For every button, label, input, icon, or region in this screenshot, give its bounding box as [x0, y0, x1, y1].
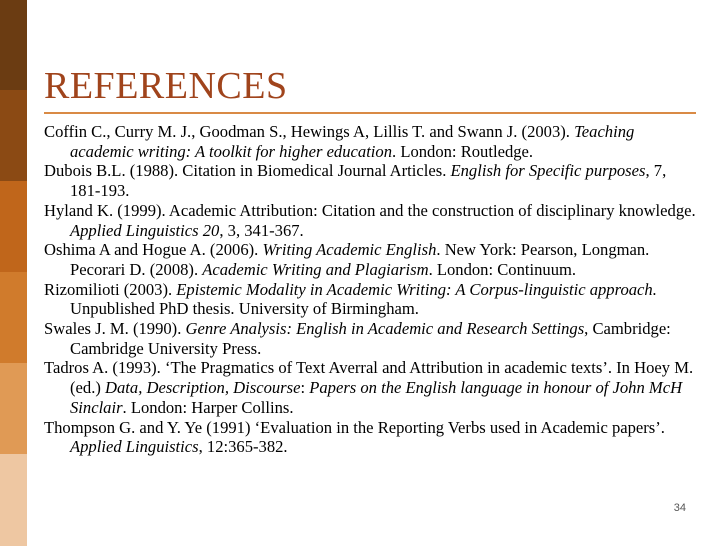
- reference-item: Thompson G. and Y. Ye (1991) ‘Evaluation in the Reporting Verbs used in Academic papers’. Applied Linguistics, 12:365-382.: [44, 417, 665, 457]
- title-divider: [44, 112, 696, 114]
- slide-title: REFERENCES: [44, 65, 288, 107]
- sidebar-band-4: [0, 272, 27, 363]
- reference-item: Rizomilioti (2003). Epistemic Modality in Academic Writing: A Corpus-linguistic approach. Unpublished PhD thesis. University of Birmingham.: [44, 279, 657, 319]
- sidebar-band-3: [0, 181, 27, 272]
- sidebar-band-1: [0, 0, 27, 90]
- reference-item: Coffin C., Curry M. J., Goodman S., Hewings A, Lillis T. and Swann J. (2003). Teaching academic writing: A toolkit for higher education. London: Routledge.: [44, 122, 635, 161]
- reference-item: Hyland K. (1999). Academic Attribution: Citation and the construction of disciplinary knowledge. Applied Linguistics 20, 3, 341-367.: [44, 200, 696, 240]
- sidebar-band-6: [0, 454, 27, 546]
- reference-item: Oshima A and Hogue A. (2006). Writing Academic English. New York: Pearson, Longman.: [44, 240, 650, 260]
- page-number: 34: [673, 502, 686, 514]
- reference-list: [44, 122, 696, 457]
- sidebar-band-5: [0, 363, 27, 454]
- reference-item: Pecorari D. (2008). Academic Writing and Plagiarism. London: Continuum.: [70, 259, 577, 279]
- reference-item: Swales J. M. (1990). Genre Analysis: English in Academic and Research Settings, Cambridge: Cambridge University Press.: [44, 319, 671, 358]
- reference-item: Dubois B.L. (1988). Citation in Biomedical Journal Articles. English for Specific purposes, 7, 181-193.: [44, 161, 667, 201]
- reference-item: Tadros A. (1993). ‘The Pragmatics of Text Averral and Attribution in academic texts’. In Hoey M. (ed.) Data, Description, Discourse: Papers on the English language in honour of John McH Sinclair. London: Harper Collins.: [44, 358, 694, 417]
- sidebar-band-2: [0, 90, 27, 181]
